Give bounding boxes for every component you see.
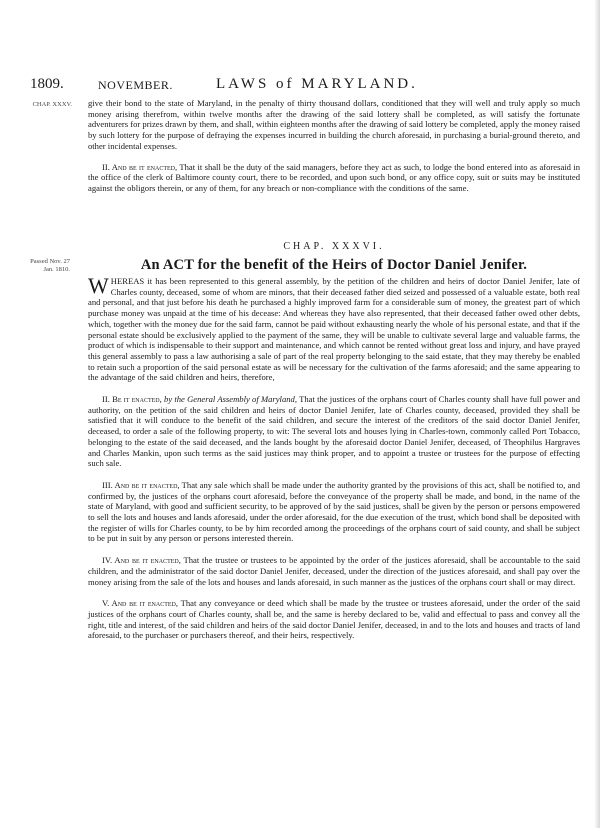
section-lead: II. And be it enacted, [102,161,178,172]
chapter-heading: CHAP. XXXVI. [283,241,385,252]
section-lead: III. And be it enacted, [102,479,180,490]
section-text: That any sale which shall be made under the authority granted by the provisions of this act, shall be notified to, and confirmed by, the justices of the orphans court aforesaid, before the conveyance of the property shall be made, and bond, in the name of the state of Maryland, with good and sufficient security, to be approved of by the said justices, shall be given by the person or persons empowered to sell the lots and houses and lands aforesaid, under the order aforesaid, for the due execution of the trust, which bond shall be deposited with the register of wills for Charles county, to be by him recorded among the proceedings of the orphans court of said county, and shall be subject to be put in suit by any person or persons interested therein. [88,479,581,544]
preamble-text: HEREAS it has been represented to this general assembly, by the petition of the children and heirs of doctor Daniel Jenifer, late of Charles county, deceased, some of whom are minors, that their deceased father died seized and possessed of a valuable estate, both real and personal, and that just before his death he purchased a highly improved farm for a considerable sum of money, the greatest part of which purchase money was unpaid at the time of his decease: And whereas they have also represented, that their deceased father owed other debts, which, together with the money due for the said farm, cannot be paid without exhausting nearly the whole of his personal estate, and that if the personal estate should be exclusively applied to the payment of the same, they will be unable to cultivate several large and valuable farms, the product of which is indispensable to their support and maintenance, and which cannot be rented without great loss and injury, and have prayed this general assembly to pass a law authorising a sale of part of the real property belonging to the said estate, that they may thereby be enabled to retain such a proportion of the said personal estate as will be necessary for the cultivation of the farms aforesaid; and the same appearing to the advantage of the said children and heirs, therefore, [88,276,580,383]
continuation-text [88,98,580,194]
header-title: LAWS of MARYLAND. [216,76,418,92]
section-5 [88,598,580,641]
section-text: That it shall be the duty of the said managers, before they act as such, to lodge the bond entered into as aforesaid in the office of the clerk of Baltimore county court, there to be recorded, and upon such bond, or any office copy, suit or suits may be instituted against the obligors therein, or any of them, for any breach or non-compliance with the conditions of the same. [88,161,581,193]
continuation-paragraph: give their bond to the state of Maryland, in the penalty of thirty thousand dollars, conditioned that they will well and truly apply so much money arising therefrom, within twelve months after the drawing of the said lottery shall be completed, as will satisfy the fortunate adventurers for prizes drawn by them, and shall, within eighteen months after the drawing of said lottery be completed, apply the money raised by such lottery for the purpose of defraying the expenses incurred in building the church aforesaid, in purchasing a burial-ground thereto, and other incidental expenses. [88,98,580,151]
section-text: That any conveyance or deed which shall be made by the trustee or trustees aforesaid, under the order of the said justices of the orphans court of Charles county, shall be, and the same is hereby declared to be, valid and effectual to pass and convey all the right, title and interest, of the said children and heirs of the said doctor Daniel Jenifer, deceased, in and to the lots and houses and tracts of land aforesaid, to the purchaser or purchasers thereof, and their heirs, respectively. [88,598,581,641]
section-lead: IV. And be it enacted, [102,555,181,566]
act-title: An ACT for the benefit of the Heirs of Doctor Daniel Jenifer. [140,257,528,273]
section-italic: by the General Assembly of Maryland, [164,394,297,405]
drop-cap: W [88,273,109,298]
running-header [18,76,578,96]
section-2-prev-act [88,162,580,194]
section-text: That the trustee or trustees to be appointed by the order of the justices aforesaid, shall be accountable to the said children, and the administrator of the said doctor Daniel Jenifer, deceased, under the direction of the justices aforesaid, and shall pay over the money arising from the sale of the lots and houses and lands aforesaid, in such manner as the justices of the orphans court shall or may direct. [88,555,581,587]
margin-note-chap: CHAP. XXXV. [32,101,72,108]
header-month: NOVEMBER. [98,78,173,92]
preamble-paragraph [88,273,580,383]
section-text: That the justices of the orphans court of Charles county shall have full power and authority, on the petition of the said children and heirs of doctor Daniel Jenifer, late of Charles county, deceased, provided they shall be satisfied that it will conduce to the benefit of the said children, and secure the interest of the creditors of the said doctor Daniel Jenifer, deceased, to order a sale of the following property, to wit: The several lots and houses lying in Charles-town, commonly called Port Tobacco, belonging to the estate of the said deceased, and the lands bought by the aforesaid doctor Daniel Jenifer, deceased, of Theophilus Hargraves and Charles Mankin, upon such terms as the said justices may think proper, and to appoint a trustee or trustees for the purpose of effecting such sale. [88,394,580,469]
header-year: 1809. [30,76,64,92]
section-lead: II. Be it enacted, [102,394,162,405]
margin-note-passed: Passed Nov. 27 Jan. 1810. [30,258,70,273]
section-2 [88,394,580,469]
section-lead: V. And be it enacted, [102,598,179,609]
scan-edge-shadow [594,0,600,828]
section-4 [88,555,580,587]
act-body [88,273,581,641]
section-3 [88,480,580,544]
